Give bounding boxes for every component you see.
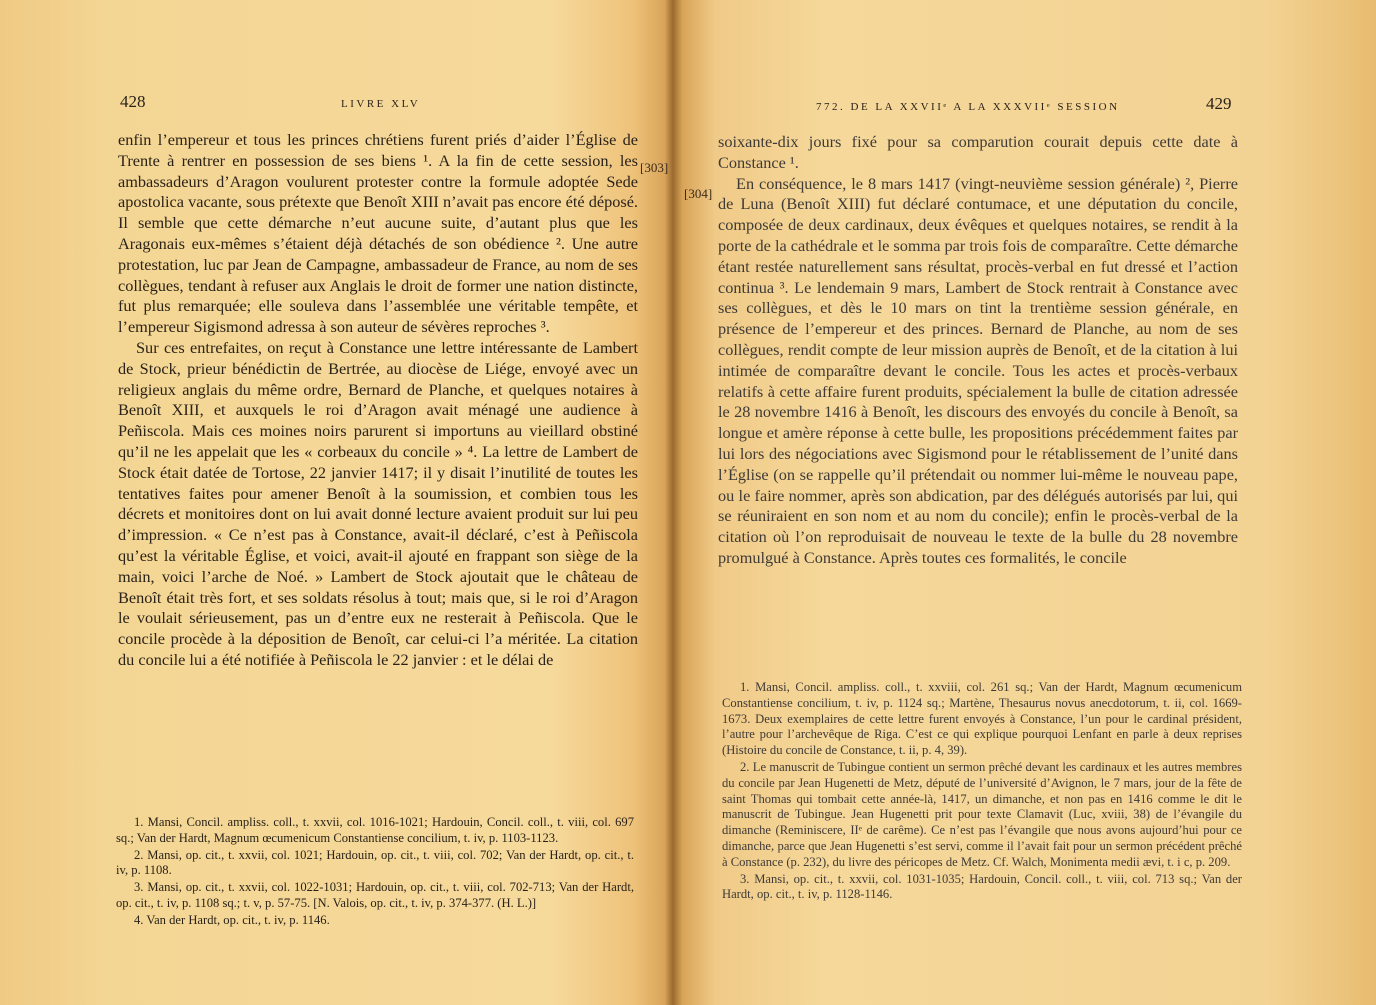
paragraph: En conséquence, le 8 mars 1417 (vingt-neuvième session générale) ², Pierre de Luna (Benoît XIII) fut déclaré contumace, et une députation du concile, composée de deux cardinaux, deux évêques et quelques notaires, se rendit à la porte de la cathédrale et le somma par trois fois de comparaître. Cette démarche étant restée naturellement sans résultat, procès-verbal en fut dressé et l’action continua ³. Le lendemain 9 mars, Lambert de Stock rentrait à Constance avec ses collègues, et dès le 10 mars on tint la trentième session générale, en présence de l’empereur et des princes. Bernard de Planche, au nom de ses collègues, rendit compte de leur mission auprès de Benoît, et de la citation à lui intimée de comparaître devant le concile. Tous les actes et procès-verbaux relatifs à cette affaire furent produits, spécialement la bulle de citation adressée le 28 novembre 1416 à Benoît, les discours des envoyés du concile à Benoît, sa longue et amère réponse à cette bulle, les propositions précédemment faites par lui lors des négociations avec Sigismond pour le rétablissement de l’unité dans l’Église (on se rappelle qu’il prétendait ou nommer lui-même le nouveau pape, ou le faire nommer, après son abdication, par des délégués autorisés par lui, qui se réuniraient en son nom et au nom du concile); enfin le procès-verbal de la citation où l’on reproduisait de nouveau le texte de la bulle du 28 novembre promulgué à Constance. Après toutes ces formalités, le concile [718,173,1238,567]
right-page [676,0,1376,1005]
footnotes [722,680,1242,904]
margin-note: [303] [640,160,669,175]
page-number: 428 [120,92,146,111]
footnote: 1. Mansi, Concil. ampliss. coll., t. xxvii, col. 1016-1021; Hardouin, Concil. coll., t. viii, col. 697 sq.; Van der Hardt, Magnum œcumenicum Constantiense concilium, t. iv, p. 1103-1123. [116,815,634,845]
footnote: 4. Van der Hardt, op. cit., t. iv, p. 1146. [134,912,330,927]
footnote: 2. Mansi, op. cit., t. xxvii, col. 1021; Hardouin, op. cit., t. viii, col. 702; Van der Hardt, op. cit., t. iv, p. 1108. [116,847,634,878]
footnote: 3. Mansi, op. cit., t. xxvii, col. 1022-1031; Hardouin, op. cit., t. viii, col. 702-713; Van der Hardt, op. cit., t. iv, p. 1108 sq.; t. v, p. 57-75. [N. Valois, op. cit., t. iv, p. 374-377. (H. L.)] [116,880,634,910]
footnotes [116,815,634,930]
paragraph: enfin l’empereur et tous les princes chrétiens furent priés d’aider l’Église de Trente à rentrer en possession de ses biens ¹. A la fin de cette session, les ambassadeurs d’Aragon voulurent protester contre la formule adoptée Sede apostolica vacante, sous prétexte que Benoît XIII n’avait pas encore été déposé. Il semble que cette démarche n’eut aucune suite, d’autant plus que les Aragonais eux-mêmes s’étaient déjà détachés de son obédience ². Une autre protestation, luc par Jean de Campagne, ambassadeur de France, au nom de ses collègues, tendant à refuser aux Anglais le droit de former une nation distincte, fut plus remarquée; elle souleva dans l’assemblée une véritable tempête, et l’empereur Sigismond adressa à son auteur de sévères reproches ³. [118,130,638,337]
page-number: 429 [1206,94,1232,113]
paragraph: Sur ces entrefaites, on reçut à Constance une lettre intéressante de Lambert de Stock, prieur bénédictin de Bertrée, au diocèse de Liége, envoyé avec un religieux anglais du même ordre, Bernard de Planche, et quelques notaires à Benoît XIII, et auxquels le roi d’Aragon avait ménagé une audience à Peñiscola. Mais ces moines noirs parurent si importuns au vieillard obstiné qu’il ne les appelait que les « corbeaux du concile » ⁴. La lettre de Lambert de Stock était datée de Tortose, 22 janvier 1417; il y disait l’inutilité de toutes les tentatives faites pour amener Benoît à la soumission, et combien tous les décrets et monitoires dont on lui avait donné lecture avaient produit sur lui peu d’impression. « Ce n’est pas à Constance, avait-il déclaré, c’est à Peñiscola qu’est la véritable Église, et voici, avait-il ajouté en frappant son siège de la main, voici l’arche de Noé. » Lambert de Stock ajoutait que le château de Benoît était très fort, et ses soldats résolus à tout; mais que, si le roi d’Aragon le voulait sérieusement, pas un d’entre eux ne resterait à Peñiscola. Que le concile procède à la déposition de Benoît, car celui-ci l’a méritée. La citation du concile lui a été notifiée à Peñiscola le 22 janvier : et le délai de [118,337,638,669]
footnote: 2. Le manuscrit de Tubingue contient un sermon prêché devant les cardinaux et les autres membres du concile par Jean Hugenetti de Metz, député de l’université d’Avignon, le 7 mars, jour de la fête de saint Thomas qui tombait cette année-là, 1417, un dimanche, et non pas en 1416 comme le dit le manuscrit de Tubingue. Jean Hugenetti prit pour texte Clamavit (Luc, xviii, 38) de l’évangile du dimanche (Reminiscere, IIᵉ de carême). Ce n’est pas l’évangile que nous avons aujourd’hui pour ce dimanche, parce que Jean Hugenetti s’est servi, comme il l’avait fait pour un sermon précédent prêché à Constance (p. 232), du livre des péricopes de Metz. Cf. Walch, Monimenta medii ævi, t. i c, p. 209. [722,759,1242,869]
body-text [118,130,638,671]
running-head: LIVRE XLV [341,98,421,110]
paragraph: soixante-dix jours fixé pour sa comparution courait depuis cette date à Constance ¹. [718,132,1238,172]
body-text [718,132,1238,569]
footnote: 1. Mansi, Concil. ampliss. coll., t. xxviii, col. 261 sq.; Van der Hardt, Magnum œcumenicum Constantiense concilium, t. iv, p. 1124 sq.; Martène, Thesaurus novus anecdotorum, t. ii, col. 1669-1673. Deux exemplaires de cette lettre furent envoyés à Constance, l’un pour le cardinal président, l’autre pour l’archevêque de Riga. C’est ce qui explique pourquoi Lenfant en parle à deux reprises (Histoire du concile de Constance, t. ii, p. 4, 39). [722,680,1242,758]
margin-note: [304] [684,186,713,201]
running-head: 772. DE LA XXVIIᵉ A LA XXXVIIᵉ SESSION [816,101,1120,113]
footnote: 3. Mansi, op. cit., t. xxvii, col. 1031-1035; Hardouin, Concil. coll., t. viii, col. 713 sq.; Van der Hardt, op. cit., t. iv, p. 1128-1146. [722,871,1242,902]
left-page [0,0,668,1005]
